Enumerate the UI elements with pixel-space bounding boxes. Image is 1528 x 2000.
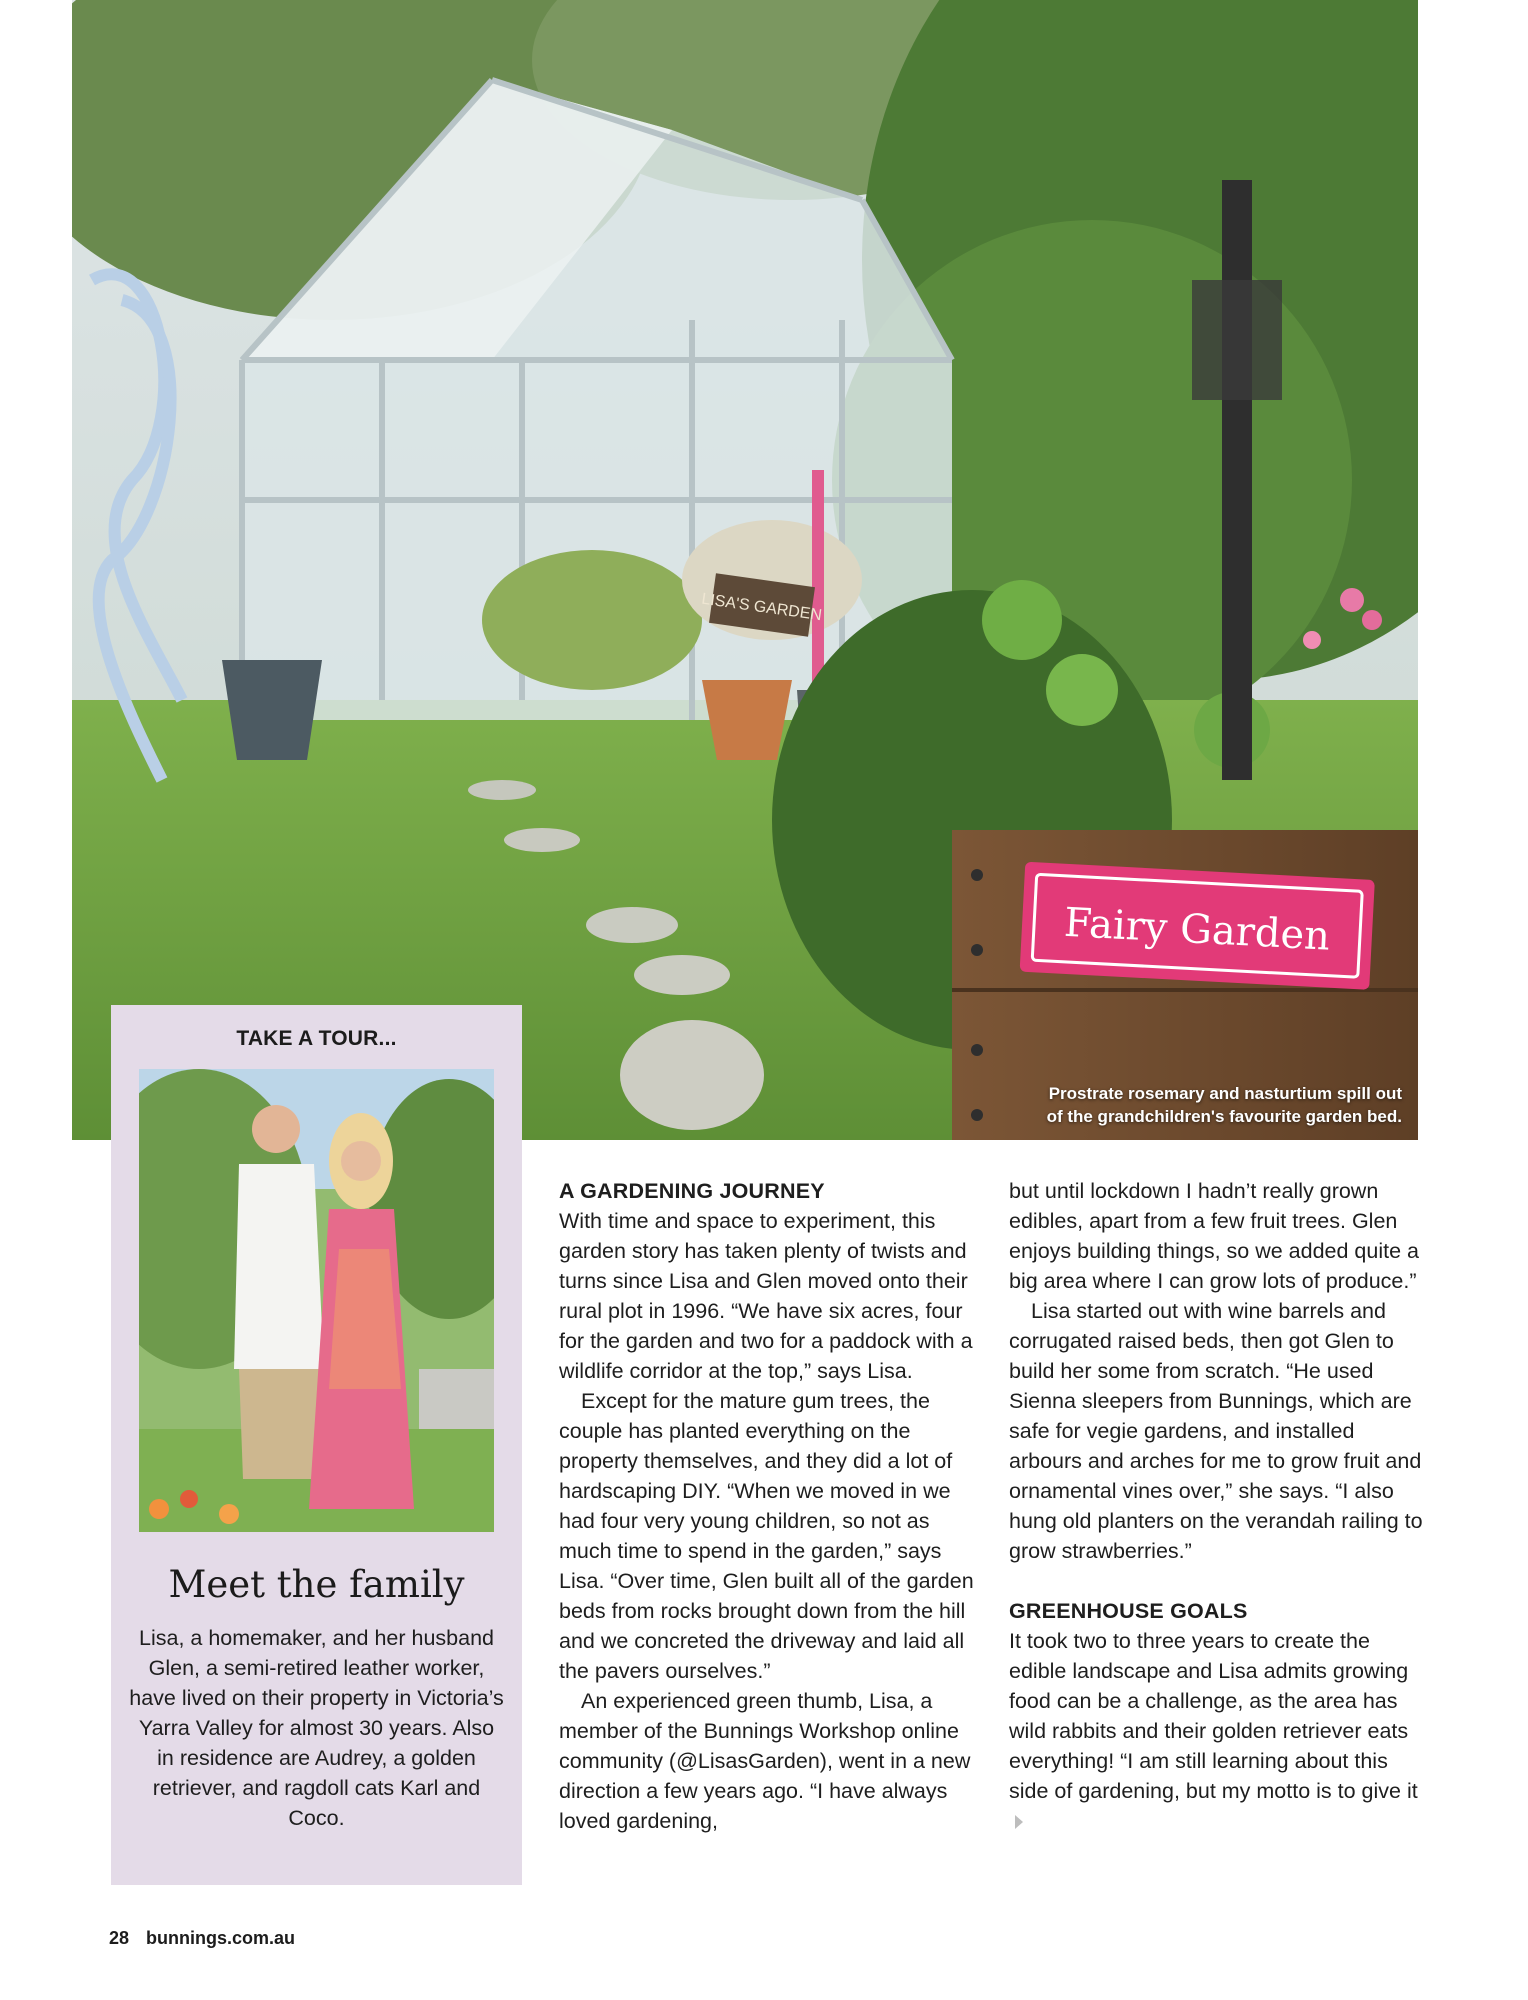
paragraph: Lisa started out with wine barrels and corrugated raised beds, then got Glen to build her some from scratch. “He used Sienna sleepers from Bunnings, which are safe for vegie gardens, and installed arbours and arches for me to grow fruit and ornamental vines over,” she says. “I also hung old planters on the verandah railing to grow strawberries.” xyxy=(1009,1299,1423,1563)
article-column-1 xyxy=(559,1176,979,1836)
paragraph: With time and space to experiment, this garden story has taken plenty of twists and turns since Lisa and Glen moved onto their rural plot in 1996. “We have six acres, four for the garden and two for a paddock with a wildlife corridor at the top,” says Lisa. xyxy=(559,1209,973,1383)
paragraph-continued xyxy=(1009,1626,1429,1836)
continue-arrow-icon xyxy=(1015,1815,1023,1829)
tour-body: Lisa, a homemaker, and her husband Glen, a semi-retired leather worker, have lived on their property in Victoria’s Yarra Valley for almost 30 years. Also in residence are Audrey, a golden retriever, and ragdoll cats Karl and Coco. xyxy=(129,1626,504,1830)
site-url: bunnings.com.au xyxy=(146,1928,296,1948)
page-footer xyxy=(109,1928,295,1949)
couple-portrait-illustration xyxy=(139,1069,494,1532)
paragraph: but until lockdown I hadn’t really grown edibles, apart from a few fruit trees. Glen enjoys building things, so we added quite a big area where I can grow lots of produce.” xyxy=(1009,1179,1419,1293)
page-number: 28 xyxy=(109,1928,130,1948)
photo-caption: Prostrate rosemary and nasturtium spill out of the grandchildren's favourite garden bed. xyxy=(1046,1084,1402,1126)
garden-scene-illustration xyxy=(72,0,1418,1140)
section-heading-gardening-journey: A GARDENING JOURNEY xyxy=(559,1179,825,1203)
section-heading-greenhouse-goals: GREENHOUSE GOALS xyxy=(1009,1599,1248,1623)
hero-photo xyxy=(72,0,1418,1140)
paragraph-text: It took two to three years to create the edible landscape and Lisa admits growing food can be a challenge, as the area has wild rabbits and their golden retriever eats everything! “I am still learning about this side of gardening, but my motto is to give it xyxy=(1009,1629,1418,1803)
take-a-tour-panel xyxy=(111,1005,522,1885)
paragraph: Except for the mature gum trees, the couple has planted everything on the property themselves, and they did a lot of hardscaping DIY. “When we moved in we had four very young children, so not as much time to spend in the garden,” says Lisa. “Over time, Glen built all of the garden beds from rocks brought down from the hill and we concreted the driveway and laid all the pavers ourselves.” xyxy=(559,1389,974,1683)
family-photo xyxy=(139,1069,494,1532)
article-column-2 xyxy=(1009,1176,1429,1836)
paragraph: An experienced green thumb, Lisa, a member of the Bunnings Workshop online community (@LisasGarden), went in a new direction a few years ago. “I have always loved gardening, xyxy=(559,1689,971,1833)
tour-kicker: TAKE A TOUR... xyxy=(236,1027,397,1050)
tour-title: Meet the family xyxy=(168,1563,465,1606)
fairy-garden-sign: Fairy Garden xyxy=(1062,899,1332,960)
shed-sign: LISA'S GARDEN xyxy=(700,590,823,625)
